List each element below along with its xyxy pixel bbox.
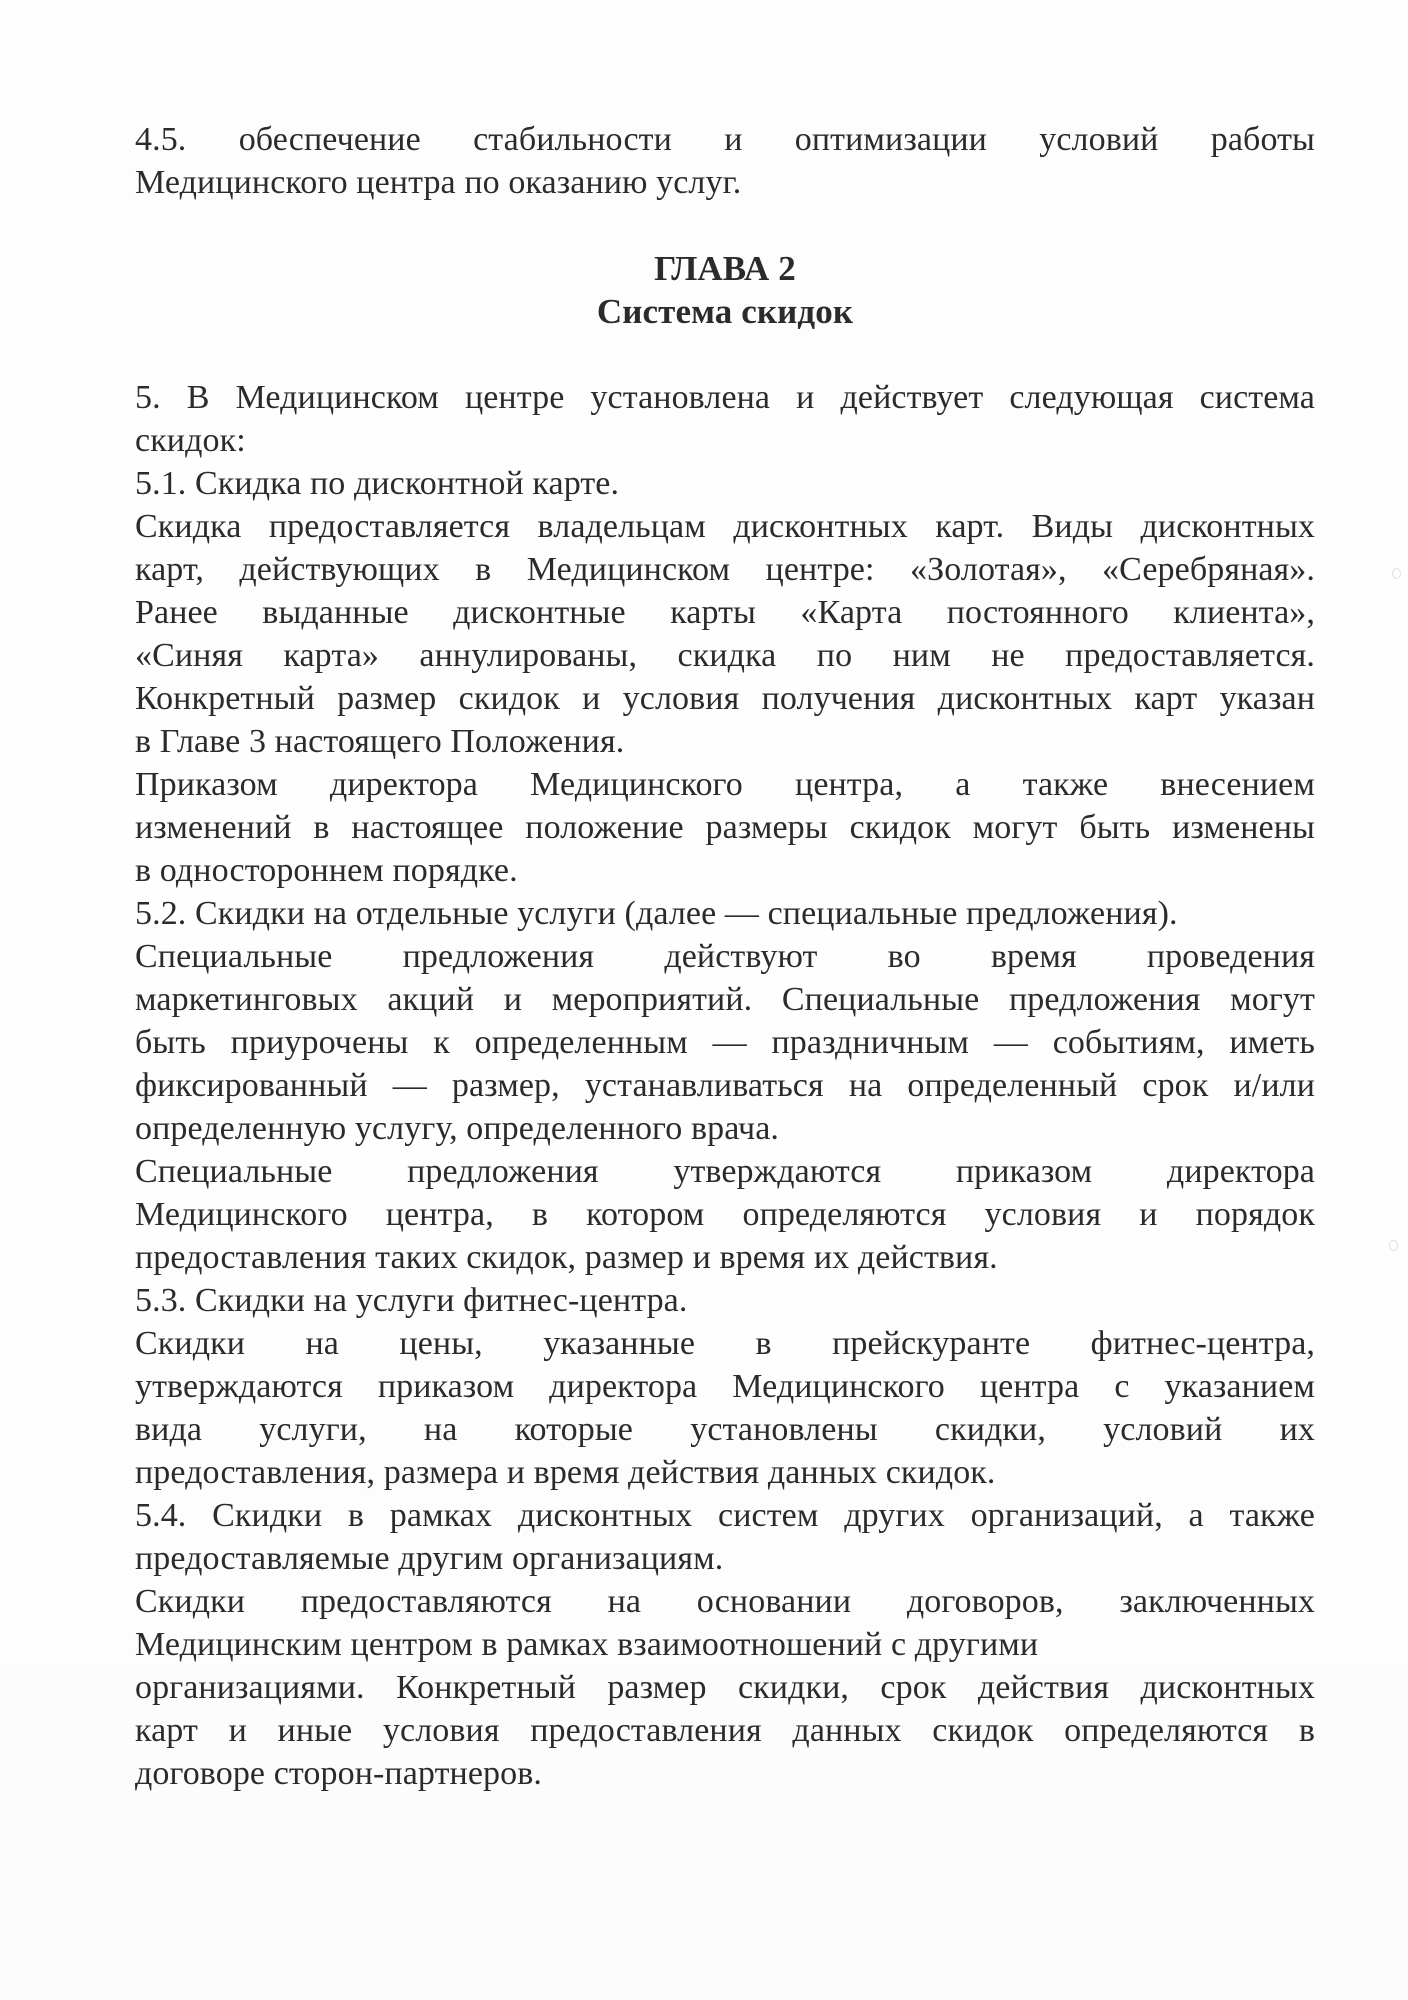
document-content (135, 118, 1315, 1795)
text-line: 5.4. Скидки в рамках дисконтных систем других организаций, а также (135, 1497, 1315, 1534)
heading-line: Система скидок (596, 292, 854, 331)
text-line: Специальные предложения утверждаются приказом директора (135, 1153, 1315, 1190)
text-line: Медицинского центра, в котором определяются условия и порядок (135, 1196, 1315, 1233)
text-line: 5.1. Скидка по дисконтной карте. (135, 465, 620, 502)
text-line: изменений в настоящее положение размеры скидок могут быть изменены (135, 809, 1315, 846)
text-line: 5.3. Скидки на услуги фитнес-центра. (135, 1282, 688, 1319)
paragraph (135, 1494, 1315, 1580)
scan-speck (1392, 568, 1401, 579)
text-line: «Синяя карта» аннулированы, скидка по ним не предоставляется. (135, 637, 1315, 674)
text-line: предоставления таких скидок, размер и время их действия. (135, 1239, 998, 1276)
text-line: Скидка предоставляется владельцам дисконтных карт. Виды дисконтных (135, 508, 1315, 545)
scan-speck (1389, 1240, 1398, 1251)
text-line: в Главе 3 настоящего Положения. (135, 723, 625, 760)
text-line: Специальные предложения действуют во время проведения (135, 938, 1315, 975)
text-line: в одностороннем порядке. (135, 852, 518, 889)
text-line: утверждаются приказом директора Медицинского центра с указанием (135, 1368, 1315, 1405)
text-line: фиксированный — размер, устанавливаться на определенный срок и/или (135, 1067, 1315, 1104)
text-line: 4.5. обеспечение стабильности и оптимизации условий работы (135, 121, 1315, 158)
paragraph (135, 118, 1315, 204)
paragraph (135, 935, 1315, 1150)
text-line: скидок: (135, 422, 246, 459)
paragraph (135, 462, 1315, 505)
text-line: Скидки на цены, указанные в прейскуранте фитнес-центра, (135, 1325, 1315, 1362)
text-line: 5.2. Скидки на отдельные услуги (далее — специальные предложения). (135, 895, 1178, 932)
text-line: быть приурочены к определенным — праздничным — событиям, иметь (135, 1024, 1315, 1061)
paragraph (135, 1580, 1315, 1795)
text-line: договоре сторон-партнеров. (135, 1755, 542, 1792)
text-line: карт и иные условия предоставления данных скидок определяются в (135, 1712, 1315, 1749)
text-line: организациями. Конкретный размер скидки, срок действия дисконтных (135, 1669, 1315, 1706)
paragraph (135, 1322, 1315, 1494)
text-line: предоставления, размера и время действия данных скидок. (135, 1454, 996, 1491)
text-line: маркетинговых акций и мероприятий. Специальные предложения могут (135, 981, 1315, 1018)
paragraph (135, 505, 1315, 763)
text-line: Ранее выданные дисконтные карты «Карта постоянного клиента», (135, 594, 1315, 631)
text-line: Медицинского центра по оказанию услуг. (135, 164, 742, 201)
text-line: 5. В Медицинском центре установлена и действует следующая система (135, 379, 1315, 416)
chapter-heading (135, 247, 1315, 333)
text-line: предоставляемые другим организациям. (135, 1540, 724, 1577)
paragraph (135, 1279, 1315, 1322)
paragraph (135, 763, 1315, 892)
text-line: Приказом директора Медицинского центра, а также внесением (135, 766, 1315, 803)
text-line: определенную услугу, определенного врача. (135, 1110, 780, 1147)
paragraph (135, 376, 1315, 462)
blank-line (135, 204, 1315, 247)
text-line: Скидки предоставляются на основании договоров, заключенных (135, 1583, 1315, 1620)
blank-line (135, 333, 1315, 376)
paragraph (135, 1150, 1315, 1279)
text-line: Медицинским центром в рамках взаимоотношений с другими (135, 1626, 1039, 1663)
paragraph (135, 892, 1315, 935)
text-line: вида услуги, на которые установлены скидки, условий их (135, 1411, 1315, 1448)
text-line: Конкретный размер скидок и условия получения дисконтных карт указан (135, 680, 1315, 717)
text-line: карт, действующих в Медицинском центре: «Золотая», «Серебряная». (135, 551, 1315, 588)
heading-line: ГЛАВА 2 (654, 249, 796, 288)
